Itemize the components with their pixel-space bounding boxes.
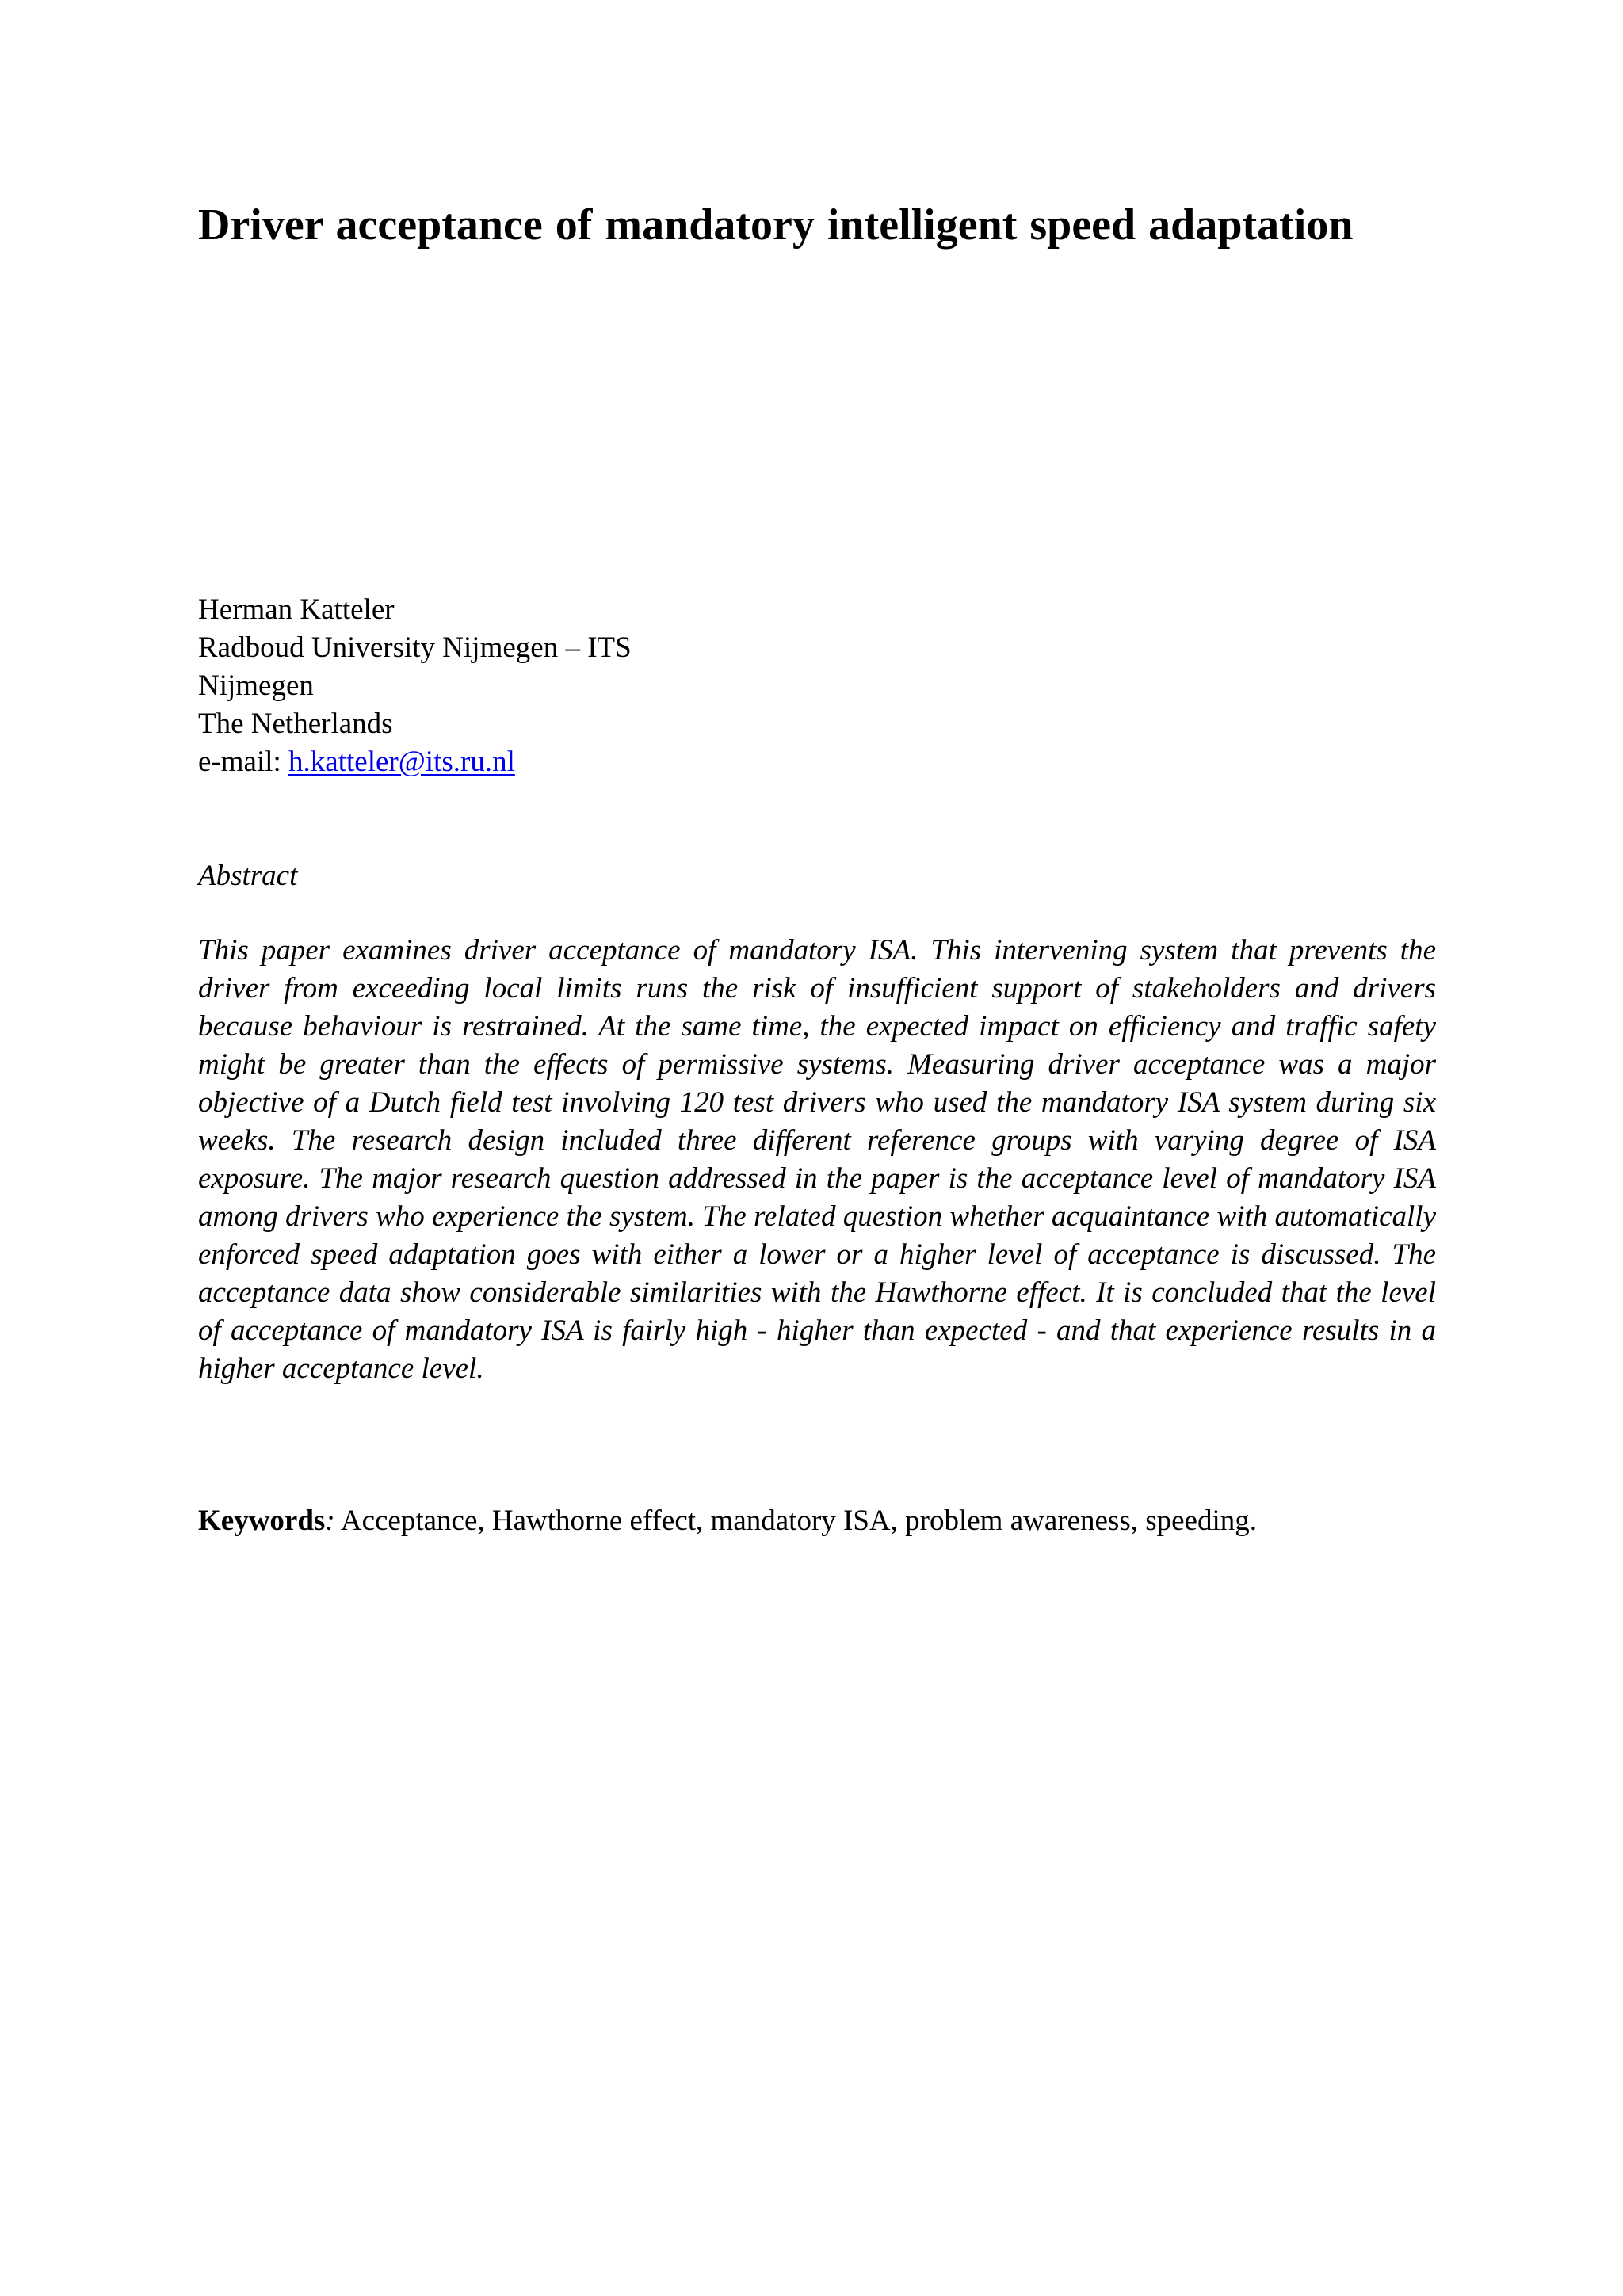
email-label: e-mail: [198,746,281,778]
keywords-line [198,1502,1436,1540]
author-country: The Netherlands [198,707,393,740]
author-email-line [198,743,1436,781]
keywords-label: Keywords [198,1505,326,1537]
keywords-colon: : [325,1505,335,1537]
keywords-text: Acceptance, Hawthorne effect, mandatory ISA, problem awareness, speeding. [334,1505,1258,1537]
paper-title: Driver acceptance of mandatory intelligent speed adaptation [198,200,1354,250]
abstract-heading: Abstract [198,860,298,892]
author-block [198,591,1436,781]
author-affiliation: Radboud University Nijmegen – ITS [198,631,632,664]
author-city: Nijmegen [198,669,314,702]
author-name: Herman Katteler [198,593,395,626]
abstract-text: This paper examines driver acceptance of mandatory ISA. This intervening system that prevents the driver from exceeding local limits runs the risk of insufficient support of stakeholders and drivers because behaviour is restrained. At the same time, the expected impact on efficiency and traffic safety might be greater than the effects of permissive systems. Measuring driver acceptance was a major objective of a Dutch field test involving 120 test drivers who used the mandatory ISA system during six weeks. The research design included three different reference groups with varying degree of ISA exposure. The major research question addressed in the paper is the acceptance level of mandatory ISA among drivers who experience the system. The related question whether acquaintance with automatically enforced speed adaptation goes with either a lower or a higher level of acceptance is discussed. The acceptance data show considerable similarities with the Hawthorne effect. It is concluded that the level of acceptance of mandatory ISA is fairly high - higher than expected - and that experience results in a higher acceptance level. [198,934,1436,1385]
email-link[interactable]: h.katteler@its.ru.nl [288,746,515,778]
